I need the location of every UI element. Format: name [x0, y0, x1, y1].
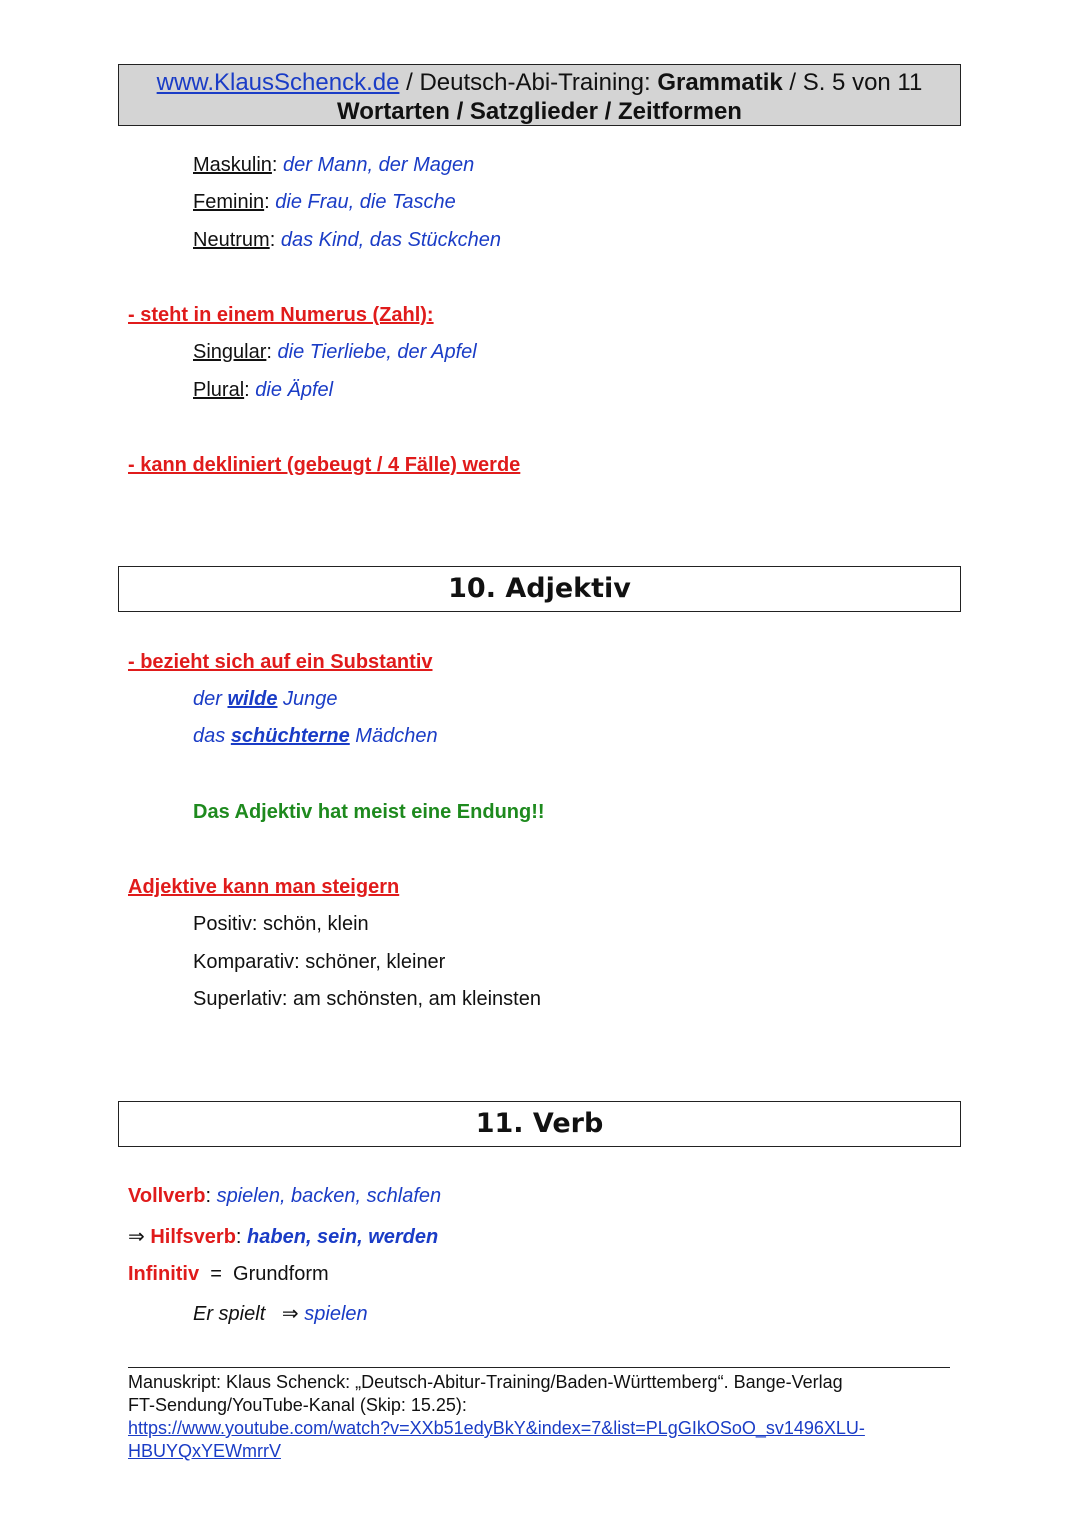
vollverb-examples: spielen, backen, schlafen	[216, 1185, 442, 1207]
vollverb-label: Vollverb	[128, 1185, 206, 1207]
arrow-icon: ⇒	[281, 1303, 299, 1325]
footer-youtube-link-cont[interactable]: HBUYQxYEWmrrV	[128, 1441, 281, 1461]
adjektiv-heading: - bezieht sich auf ein Substantiv	[128, 651, 433, 673]
steigern-heading: Adjektive kann man steigern	[128, 876, 400, 898]
section-box-adjektiv	[118, 566, 961, 612]
example-noun: Junge	[277, 688, 338, 710]
header-subtitle: Wortarten / Satzglieder / Zeitformen	[337, 98, 742, 125]
genus-label: Maskulin	[193, 154, 272, 176]
header-subject: Grammatik	[657, 69, 783, 96]
genus-example: das Kind, das Stückchen	[280, 229, 501, 251]
infinitiv-line	[128, 1263, 329, 1286]
hilfsverb-examples: haben, sein, werden	[247, 1226, 439, 1248]
steigerung-item: Positiv: schön, klein	[193, 913, 369, 935]
footer-youtube-link[interactable]: https://www.youtube.com/watch?v=XXb51edyBkY&index=7&list=PLgGIkOSoO_sv1496XLU-	[128, 1418, 865, 1438]
infinitiv-definition: Grundform	[233, 1263, 329, 1285]
example-infinitive: spielen	[304, 1303, 368, 1325]
header-course: / Deutsch-Abi-Training:	[399, 69, 658, 96]
footer-broadcast: FT-Sendung/YouTube-Kanal (Skip: 15.25):	[128, 1395, 467, 1415]
numerus-heading: - steht in einem Numerus (Zahl):	[128, 304, 434, 326]
numerus-example: die Tierliebe, der Apfel	[277, 341, 477, 363]
genus-item: Neutrum: das Kind, das Stückchen	[193, 229, 501, 251]
hilfsverb-label: Hilfsverb	[150, 1226, 236, 1248]
adjektiv-example	[193, 688, 338, 711]
example-conjugated: Er spielt	[193, 1303, 266, 1325]
equals-sign: =	[210, 1263, 222, 1285]
genus-label: Neutrum	[193, 229, 270, 251]
section-box-verb	[118, 1101, 961, 1147]
site-link[interactable]: www.KlausSchenck.de	[156, 69, 400, 96]
genus-item: Feminin: die Frau, die Tasche	[193, 191, 456, 213]
page-header	[118, 64, 961, 126]
numerus-item: Plural: die Äpfel	[193, 379, 334, 401]
example-noun: Mädchen	[349, 725, 438, 747]
example-article: der	[193, 688, 228, 710]
steigerung-item: Komparativ: schöner, kleiner	[193, 951, 446, 973]
numerus-label: Plural	[193, 379, 245, 401]
header-page-number: / S. 5 von 11	[782, 69, 923, 96]
footer-divider	[128, 1367, 950, 1368]
adjektiv-example	[193, 725, 438, 748]
infinitiv-label: Infinitiv	[128, 1263, 200, 1285]
genus-example: die Frau, die Tasche	[275, 191, 456, 213]
numerus-item: Singular: die Tierliebe, der Apfel	[193, 341, 477, 363]
arrow-icon: ⇒	[128, 1226, 145, 1248]
hilfsverb-line: ⇒ Hilfsverb: haben, sein, werden	[128, 1226, 439, 1248]
example-adjective: wilde	[227, 688, 278, 710]
example-article: das	[193, 725, 231, 747]
section-title-verb: 11. Verb	[475, 1108, 604, 1139]
header-line	[119, 69, 960, 97]
steigerung-item: Superlativ: am schönsten, am kleinsten	[193, 988, 541, 1010]
infinitiv-example	[193, 1301, 368, 1326]
example-adjective: schüchterne	[230, 725, 350, 747]
section-title-adjektiv: 10. Adjektiv	[448, 573, 631, 604]
adjektiv-note: Das Adjektiv hat meist eine Endung!!	[193, 801, 545, 823]
deklination-heading: - kann dekliniert (gebeugt / 4 Fälle) werde	[128, 454, 521, 476]
numerus-example: die Äpfel	[255, 379, 334, 401]
genus-example: der Mann, der Magen	[283, 154, 475, 176]
genus-item: Maskulin: der Mann, der Magen	[193, 154, 475, 176]
vollverb-line: Vollverb: spielen, backen, schlafen	[128, 1185, 442, 1207]
footer-manuscript: Manuskript: Klaus Schenck: „Deutsch-Abitur-Training/Baden-Württemberg“. Bange-Verlag	[128, 1372, 843, 1392]
genus-label: Feminin	[193, 191, 265, 213]
numerus-label: Singular	[193, 341, 267, 363]
